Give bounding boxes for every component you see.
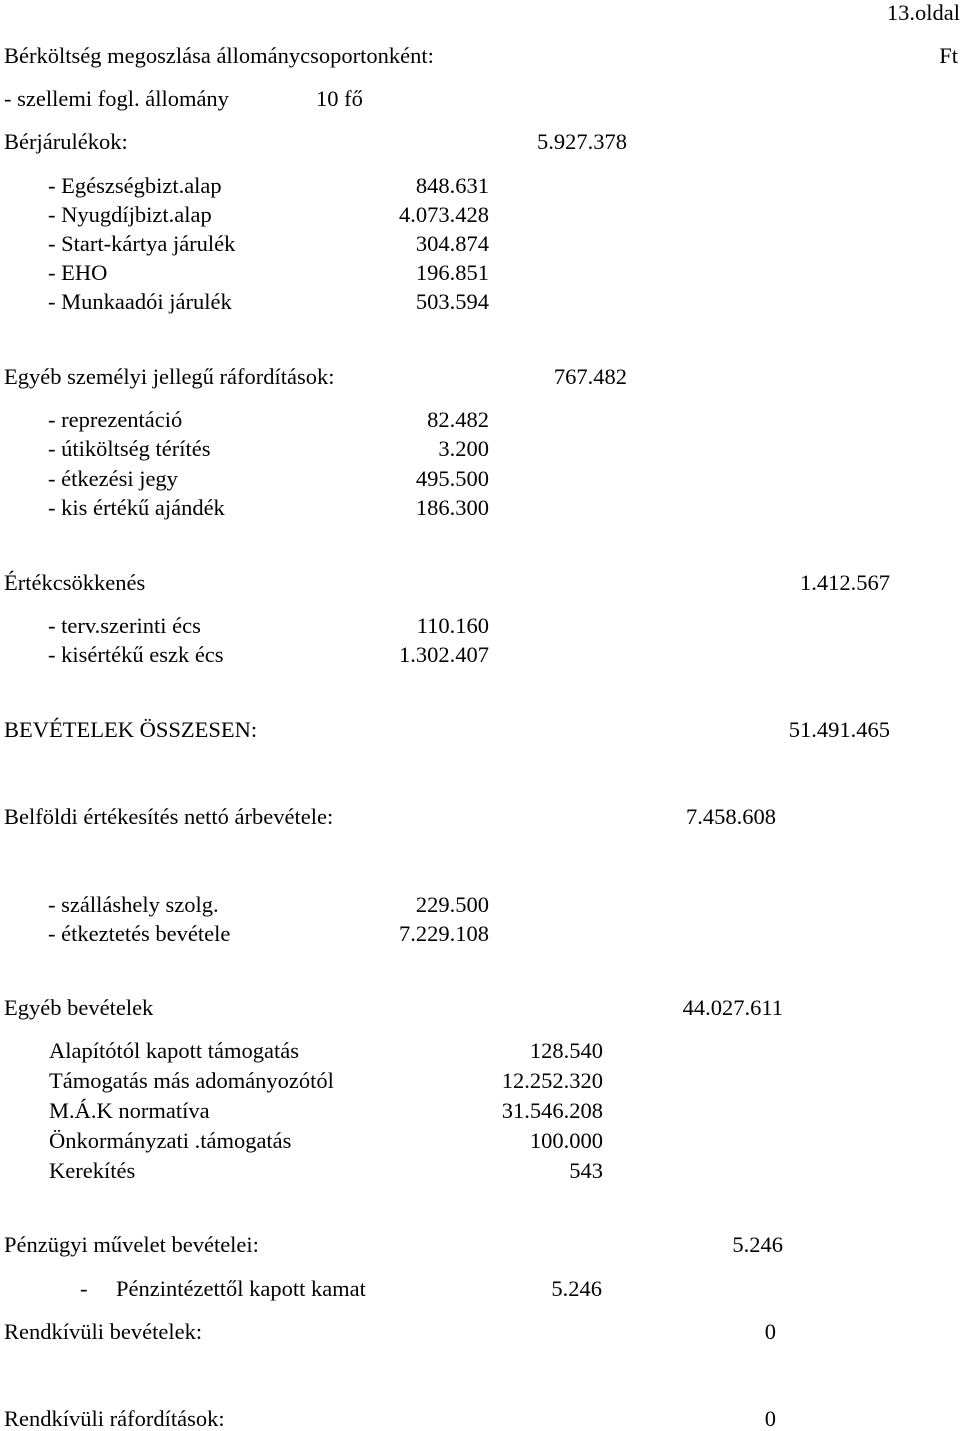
ertekcsokkenes-total: 1.412.567: [800, 570, 890, 595]
section-heading: Bérköltség megoszlása állománycsoportonként:: [4, 43, 434, 68]
item-label: - kisértékű eszk écs: [48, 642, 224, 667]
item-value: 110.160: [416, 613, 489, 638]
item-value: 848.631: [415, 173, 489, 198]
penzugyi-label: Pénzügyi művelet bevételei:: [4, 1232, 259, 1257]
item-value: 128.540: [529, 1038, 603, 1063]
item-value: 100.000: [529, 1128, 603, 1153]
staff-count: 10 fő: [316, 86, 363, 111]
rendkivuli-raforditasok-label: Rendkívüli ráfordítások:: [4, 1406, 225, 1431]
penzugyi-total: 5.246: [732, 1232, 783, 1257]
item-value: 82.482: [427, 407, 489, 432]
item-label: - szálláshely szolg.: [48, 892, 219, 917]
item-label: - terv.szerinti écs: [48, 613, 201, 638]
ertekcsokkenes-label: Értékcsökkenés: [4, 570, 146, 595]
item-value: 12.252.320: [501, 1068, 603, 1093]
item-label: - Start-kártya járulék: [48, 231, 236, 256]
item-label: M.Á.K normatíva: [49, 1098, 210, 1123]
currency-label: Ft: [939, 43, 958, 68]
item-label: Támogatás más adományozótól: [49, 1068, 334, 1093]
item-label: - étkeztetés bevétele: [48, 921, 231, 946]
belfoldi-label: Belföldi értékesítés nettó árbevétele:: [4, 804, 334, 829]
item-label: Kerekítés: [49, 1158, 136, 1183]
item-label: - étkezési jegy: [48, 466, 178, 491]
item-value: 543: [569, 1158, 603, 1183]
item-value: 304.874: [415, 231, 489, 256]
item-label: Önkormányzati .támogatás: [49, 1128, 292, 1153]
item-value: 7.229.108: [399, 921, 489, 946]
item-label: Alapítótól kapott támogatás: [49, 1038, 299, 1063]
item-label: - útiköltség térítés: [48, 436, 211, 461]
berjarulekok-label: Bérjárulékok:: [4, 129, 128, 154]
item-label: - kis értékű ajándék: [48, 495, 225, 520]
item-value: 229.500: [415, 892, 489, 917]
egyeb-szemelyi-label: Egyéb személyi jellegű ráfordítások:: [4, 364, 335, 389]
item-label: - EHO: [48, 260, 108, 285]
rendkivuli-bevetelek-label: Rendkívüli bevételek:: [4, 1319, 203, 1344]
bevetelek-osszesen-label: BEVÉTELEK ÖSSZESEN:: [4, 717, 258, 742]
item-value: 495.500: [415, 466, 489, 491]
rendkivuli-bevetelek-value: 0: [764, 1319, 776, 1344]
belfoldi-total: 7.458.608: [686, 804, 776, 829]
item-value: 186.300: [415, 495, 489, 520]
bevetelek-osszesen-total: 51.491.465: [788, 717, 890, 742]
item-value: 196.851: [415, 260, 489, 285]
page-number: 13.oldal: [886, 0, 960, 25]
egyeb-bevetelek-total: 44.027.611: [682, 995, 783, 1020]
item-value: 503.594: [415, 289, 489, 314]
rendkivuli-raforditasok-value: 0: [764, 1406, 776, 1431]
item-value: 4.073.428: [399, 202, 489, 227]
egyeb-szemelyi-total: 767.482: [553, 364, 627, 389]
staff-label: - szellemi fogl. állomány: [4, 86, 229, 111]
item-value: 3.200: [438, 436, 489, 461]
berjarulekok-total: 5.927.378: [537, 129, 627, 154]
item-label: - reprezentáció: [48, 407, 183, 432]
item-label: - Nyugdíjbizt.alap: [48, 202, 212, 227]
item-label: Pénzintézettől kapott kamat: [116, 1276, 366, 1301]
item-label: - Munkaadói járulék: [48, 289, 232, 314]
item-dash: -: [80, 1276, 88, 1301]
item-value: 5.246: [551, 1276, 602, 1301]
item-value: 31.546.208: [501, 1098, 603, 1123]
egyeb-bevetelek-label: Egyéb bevételek: [4, 995, 154, 1020]
item-value: 1.302.407: [399, 642, 489, 667]
item-label: - Egészségbizt.alap: [48, 173, 222, 198]
